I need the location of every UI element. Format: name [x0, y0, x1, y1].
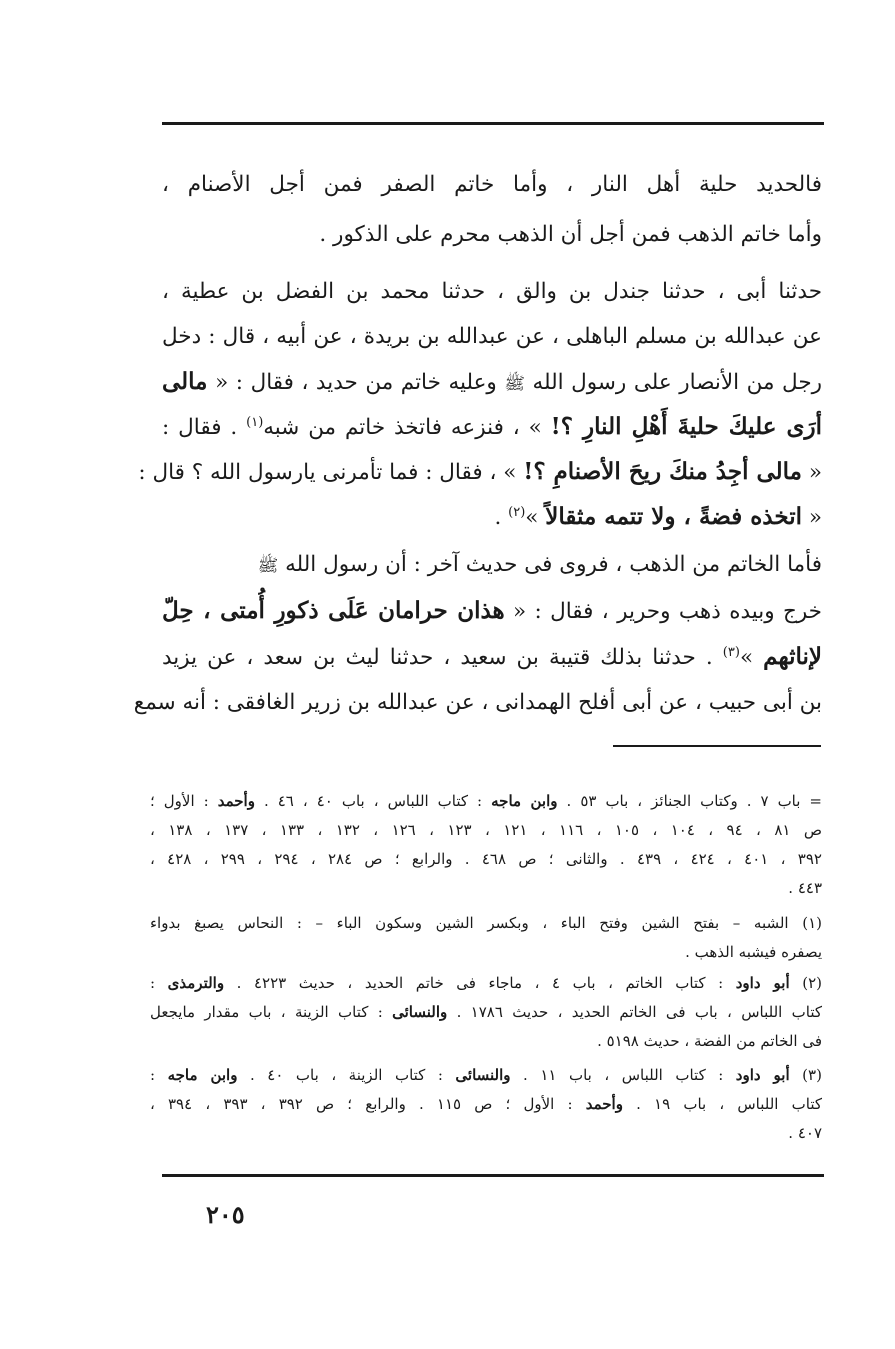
footnote-line — [150, 999, 822, 1025]
text-run: » ، فنزعه فاتخذ خاتم من شبه — [263, 415, 542, 440]
text-line: حدثنا أبى ، حدثنا جندل بن والق ، حدثنا محمد بن الفضل بن عطية ، — [162, 279, 822, 304]
source-name: أبو داود — [735, 1066, 790, 1084]
footnote-line: يصفره فيشبه الذهب . — [685, 943, 822, 961]
top-rule — [162, 122, 824, 125]
text-run: » — [525, 505, 539, 530]
text-run: وعليه خاتم من حديد ، فقال : « — [215, 370, 497, 395]
text-run: : الأول ؛ ص ١١٥ . والرابع ؛ ص ٣٩٢ ، ٣٩٣ ، ٣٩٤ ، — [150, 1095, 573, 1113]
footnote-line: ص ٨١ ، ٩٤ ، ١٠٤ ، ١٠٥ ، ١١٦ ، ١٢١ ، ١٢٣ ، ١٢٦ ، ١٣٢ ، ١٣٣ ، ١٣٧ ، ١٣٨ ، — [150, 821, 822, 839]
footnote-line — [150, 1091, 822, 1117]
text-line — [162, 410, 822, 444]
text-run: « — [808, 460, 822, 485]
hadith-quote: أرَى عليكَ حليةَ أَهْلِ النارِ ؟! — [550, 413, 822, 440]
page-number: ٢٠٥ — [206, 1200, 245, 1229]
hadith-quote: لإناثهم — [763, 643, 822, 670]
text-run: . — [494, 505, 502, 530]
footnote-line: ٤٠٧ . — [788, 1124, 822, 1142]
text-run: كتاب اللباس ، باب ١٩ . — [636, 1095, 822, 1113]
text-line: وأما خاتم الذهب فمن أجل أن الذهب محرم على الذكور . — [319, 222, 822, 247]
text-run: كتاب اللباس ، باب فى الخاتم الحديد ، حديث ١٧٨٦ . — [456, 1003, 822, 1021]
hadith-quote: مالى أجِدُ منكَ ريحَ الأصنامِ ؟! — [523, 458, 802, 485]
text-line — [258, 548, 822, 582]
text-line — [138, 455, 822, 489]
text-run: « — [808, 505, 822, 530]
footnote-line: ٤٤٣ . — [788, 879, 822, 897]
source-name: والنسائى — [392, 1003, 448, 1021]
source-name: وأحمد — [217, 792, 255, 810]
text-run: : — [150, 1066, 156, 1084]
text-run: رجل من الأنصار على رسول الله — [532, 370, 823, 395]
text-run: » — [739, 645, 754, 670]
text-run: (٢) — [802, 974, 822, 992]
salla-ligature: ﷺ — [257, 556, 279, 576]
text-line — [494, 500, 822, 534]
text-run: : — [150, 974, 156, 992]
text-run: . فقال : — [162, 415, 238, 440]
text-line — [162, 594, 822, 628]
text-run: : كتاب الخاتم ، باب ٤ ، ماجاء فى خاتم الحديد ، حديث ٤٢٢٣ . — [236, 974, 724, 992]
footnote-line: فى الخاتم من الفضة ، حديث ٥١٩٨ . — [597, 1032, 822, 1050]
footnote-1: (١) الشبه – بفتح الشين وفتح الباء ، وبكسر الشين وسكون الباء – : النحاس يصبغ بدواء — [150, 914, 822, 932]
footnote-3 — [150, 1062, 822, 1088]
footnote-separator — [613, 745, 821, 747]
text-run: : كتاب اللباس ، باب ١١ . — [523, 1066, 724, 1084]
text-run: خرج وبيده ذهب وحرير ، فقال : « — [513, 599, 822, 624]
footnote-line: ٣٩٢ ، ٤٠١ ، ٤٢٤ ، ٤٣٩ . والثانى ؛ ص ٤٦٨ . والرابع ؛ ص ٢٨٤ ، ٢٩٤ ، ٢٩٩ ، ٤٢٨ ، — [150, 850, 822, 868]
text-run: : كتاب اللباس ، باب ٤٠ ، ٤٦ . — [263, 792, 483, 810]
salla-ligature: ﷺ — [504, 374, 525, 394]
footnote-2 — [150, 970, 822, 996]
text-run: (٣) — [802, 1066, 822, 1084]
text-run: : الأول ؛ — [150, 792, 209, 810]
source-name: وابن ماجه — [167, 1066, 238, 1084]
text-run: = باب ٧ . وكتاب الجنائز ، باب ٥٣ . — [566, 792, 823, 810]
footnote-ref-2: (٢) — [508, 504, 526, 520]
hadith-quote: هذان حرامان عَلَى ذكورِ أُمتى ، حِلّ — [162, 597, 505, 624]
text-run: فأما الخاتم من الذهب ، فروى فى حديث آخر : أن رسول الله — [285, 552, 822, 577]
bottom-rule — [162, 1174, 824, 1177]
text-run: » ، فقال : فما تأمرنى يارسول الله ؟ قال : — [138, 460, 517, 485]
text-line: فالحديد حلية أهل النار ، وأما خاتم الصفر فمن أجل الأصنام ، — [162, 172, 822, 197]
hadith-quote: اتخذه فضةً ، ولا تتمه مثقالاً — [545, 503, 802, 530]
text-line: بن أبى حبيب ، عن أبى أفلح الهمدانى ، عن عبدالله بن زرير الغافقى : أنه سمع — [133, 690, 822, 715]
source-name: أبو داود — [735, 974, 790, 992]
footnote-line — [150, 788, 822, 814]
text-line: عن عبدالله بن مسلم الباهلى ، عن عبدالله بن بريدة ، عن أبيه ، قال : دخل — [162, 324, 822, 349]
source-name: والترمذى — [167, 974, 225, 992]
text-run: : كتاب الزينة ، باب مقدار مايجعل — [150, 1003, 383, 1021]
footnote-ref-1: (١) — [246, 414, 264, 430]
footnote-ref-3: (٣) — [722, 644, 740, 660]
source-name: وأحمد — [585, 1095, 623, 1113]
source-name: وابن ماجه — [491, 792, 558, 810]
hadith-quote: مالى — [162, 368, 208, 395]
text-run: : كتاب الزينة ، باب ٤٠ . — [250, 1066, 443, 1084]
text-line — [162, 640, 822, 674]
source-name: والنسائى — [455, 1066, 511, 1084]
text-run: . حدثنا بذلك قتيبة بن سعيد ، حدثنا ليث بن سعد ، عن يزيد — [162, 645, 713, 670]
text-line — [162, 365, 822, 399]
